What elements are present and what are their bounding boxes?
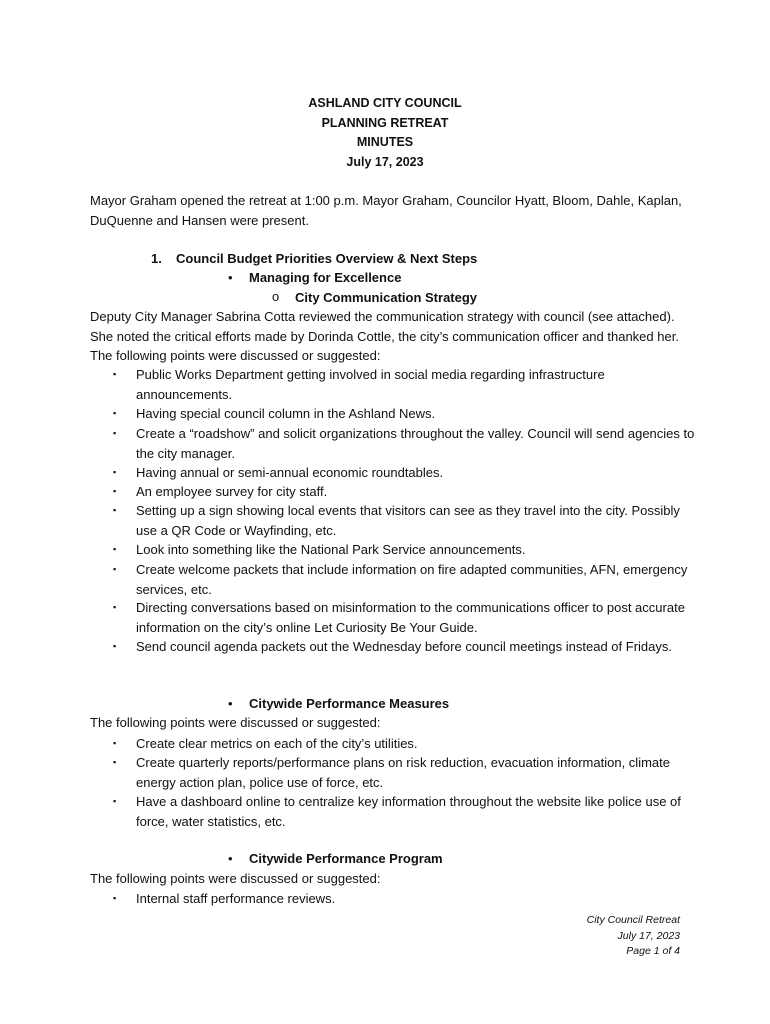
communication-strategy-heading: City Communication Strategy [295,290,478,305]
square-bullet: ▪ [113,428,117,438]
performance-program-intro: The following points were discussed or suggested: [90,871,381,886]
performance-program-heading: Citywide Performance Program [249,851,443,866]
bullet-glyph: • [228,851,233,866]
list-item-text: Internal staff performance reviews. [136,891,336,906]
bullet-glyph: • [228,270,233,285]
list-item-text: An employee survey for city staff. [136,484,328,499]
intro-paragraph: Mayor Graham opened the retreat at 1:00 p.m. Mayor Graham, Councilor Hyatt, Bloom, Dahle, Kaplan, DuQuenne and Hansen were present. [90,193,682,228]
section-1-title: Council Budget Priorities Overview & Next Steps [176,251,478,266]
list-item-text: Having annual or semi-annual economic roundtables. [136,465,444,480]
page-number: Page 1 of 4 [626,945,680,957]
square-bullet: ▪ [113,796,117,806]
square-bullet: ▪ [113,738,117,748]
list-item-text: Look into something like the National Park Service announcements. [136,542,526,557]
square-bullet: ▪ [113,369,117,379]
minutes-title: MINUTES [356,135,414,149]
managing-excellence-heading: Managing for Excellence [249,270,402,285]
list-item-text: Public Works Department getting involved in social media regarding infrastructure announcements. [136,367,605,402]
performance-measures-intro: The following points were discussed or suggested: [90,715,381,730]
list-item-text: Send council agenda packets out the Wednesday before council meetings instead of Fridays. [136,639,672,654]
list-item-text: Setting up a sign showing local events that visitors can see as they travel into the city. Possibly use a QR Code or Wayfinding, etc. [136,503,680,538]
list-item-text: Create quarterly reports/performance plans on risk reduction, evacuation information, climate energy action plan, police use of force, etc. [136,755,670,790]
square-bullet: ▪ [113,757,117,767]
square-bullet: ▪ [113,641,117,651]
list-item-text: Create welcome packets that include information on fire adapted communities, AFN, emergency services, etc. [136,562,688,597]
list-item-text: Create a “roadshow” and solicit organizations throughout the valley. Council will send agencies to the city manager. [136,426,695,461]
list-item-text: Have a dashboard online to centralize key information throughout the website like police use of force, water statistics, etc. [136,794,681,829]
bullet-glyph: • [228,696,233,711]
square-bullet: ▪ [113,467,117,477]
footer-date: July 17, 2023 [617,930,680,942]
square-bullet: ▪ [113,893,117,903]
communication-paragraph: Deputy City Manager Sabrina Cotta reviewed the communication strategy with council (see attached). She noted the critical efforts made by Dorinda Cottle, the city’s communication officer and thanked her. The following points were discussed or suggested: [90,309,679,363]
square-bullet: ▪ [113,408,117,418]
list-item-text: Directing conversations based on misinformation to the communications officer to post accurate information on the city’s online Let Curiosity Be Your Guide. [136,600,685,635]
list-item-text: Create clear metrics on each of the city’s utilities. [136,736,418,751]
council-name: ASHLAND CITY COUNCIL [308,96,462,110]
square-bullet: ▪ [113,505,117,515]
circle-bullet-glyph: o [272,289,280,304]
performance-measures-heading: Citywide Performance Measures [249,696,450,711]
square-bullet: ▪ [113,544,117,554]
section-1-number: 1. [151,251,162,266]
list-item-text: Having special council column in the Ashland News. [136,406,436,421]
square-bullet: ▪ [113,602,117,612]
square-bullet: ▪ [113,564,117,574]
meeting-date: July 17, 2023 [346,155,424,169]
square-bullet: ▪ [113,486,117,496]
retreat-title: PLANNING RETREAT [321,116,449,130]
footer-title: City Council Retreat [586,914,680,926]
